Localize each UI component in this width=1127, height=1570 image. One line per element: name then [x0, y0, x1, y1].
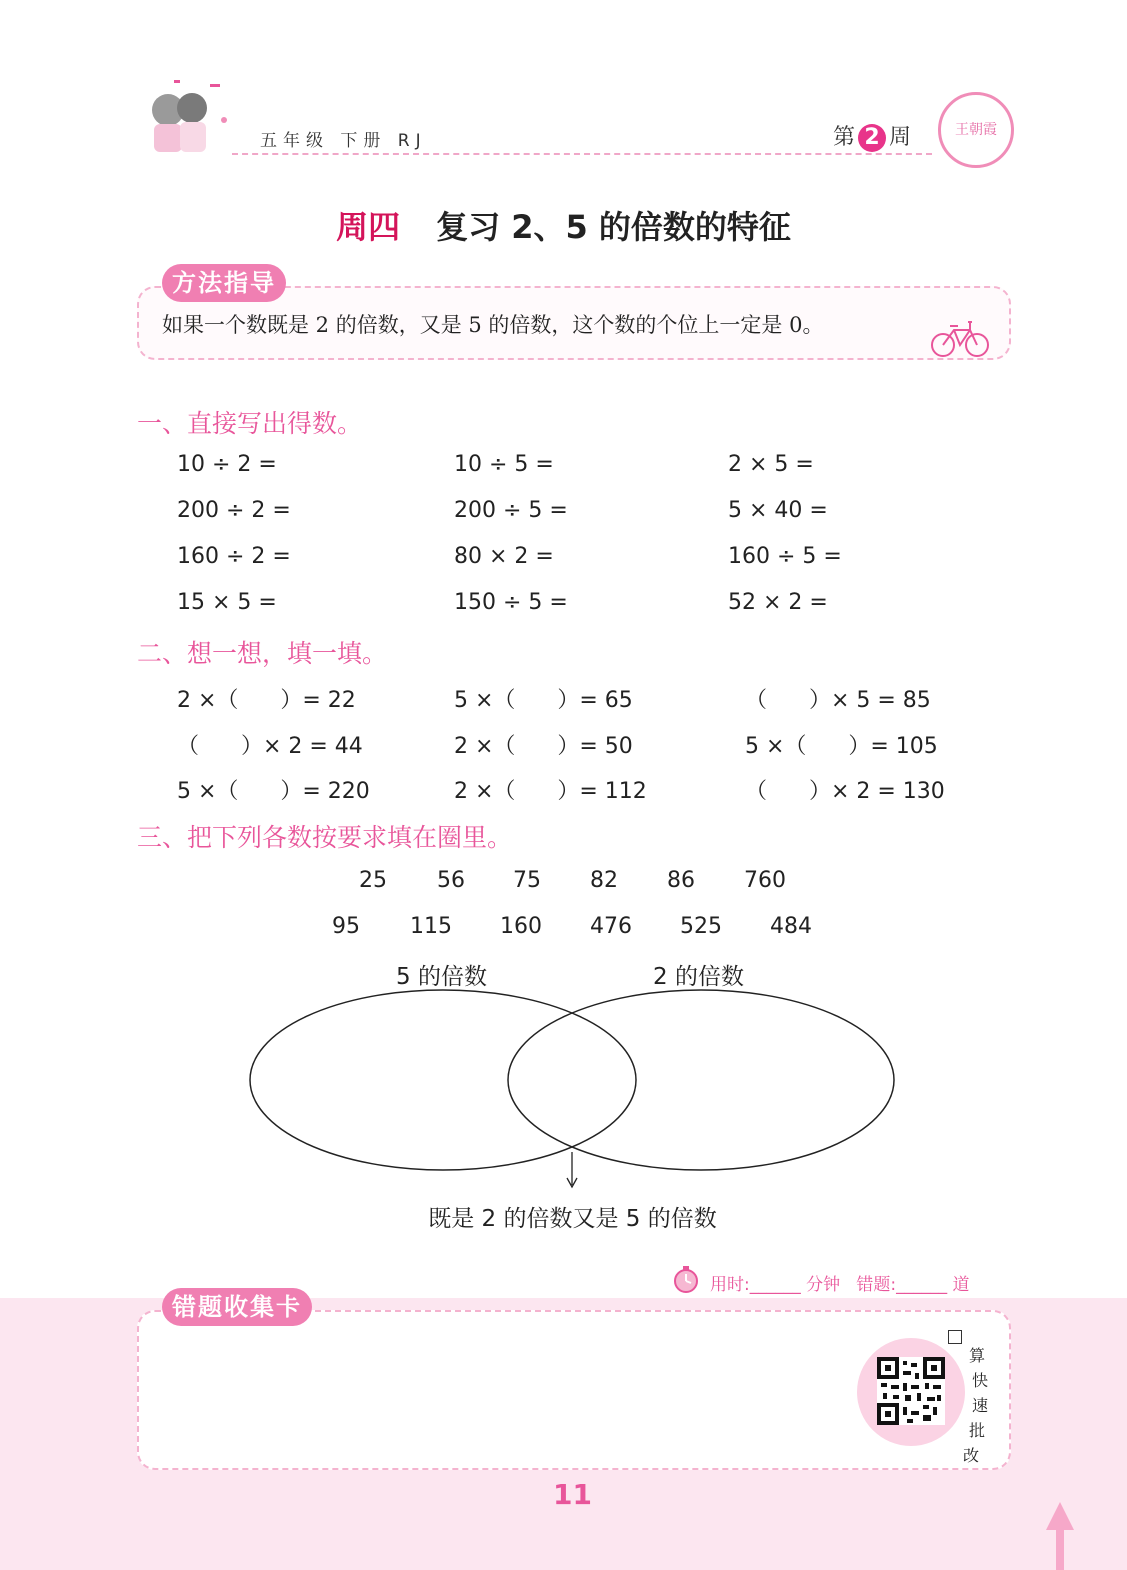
s1-r2-c1: 200 ÷ 2 = — [177, 498, 291, 523]
week-prefix: 第 — [833, 125, 856, 150]
venn-right-circle[interactable] — [508, 990, 894, 1170]
s1-r2-c3: 5 × 40 = — [728, 498, 828, 523]
method-guide-text: 如果一个数既是 2 的倍数，又是 5 的倍数，这个数的个位上一定是 0。 — [162, 313, 824, 337]
s2-r1-c3[interactable]: （ ）× 5 = 85 — [745, 688, 931, 713]
grade-label: 五年级 下册 RJ — [260, 131, 427, 151]
time-and-errors-line[interactable]: 用时:______ 分钟 错题:______ 道 — [710, 1275, 970, 1295]
error-collection-tag: 错题收集卡 — [162, 1288, 312, 1326]
s1-r3-c2: 80 × 2 = — [454, 544, 554, 569]
qr-code-icon[interactable] — [877, 1357, 945, 1425]
number-item: 25 — [359, 868, 387, 893]
week-number-badge: 2 — [858, 124, 886, 152]
venn-left-label: 5 的倍数 — [396, 964, 487, 990]
s1-r1-c3: 2 × 5 = — [728, 452, 814, 477]
s2-r1-c2[interactable]: 5 ×（ ）= 65 — [454, 688, 633, 713]
s2-r3-c1[interactable]: 5 ×（ ）= 220 — [177, 779, 370, 804]
qr-label-char: 快 — [971, 1371, 988, 1390]
s1-r4-c2: 150 ÷ 5 = — [454, 590, 568, 615]
venn-diagram — [240, 980, 905, 1190]
qr-label-char: 批 — [968, 1421, 985, 1440]
number-item: 484 — [770, 914, 812, 939]
week-indicator — [833, 120, 911, 152]
bicycle-icon — [930, 318, 990, 358]
s2-r3-c3[interactable]: （ ）× 2 = 130 — [745, 779, 945, 804]
section3-title: 三、把下列各数按要求填在圈里。 — [137, 823, 513, 852]
s2-r2-c1[interactable]: （ ）× 2 = 44 — [177, 734, 363, 759]
venn-left-circle[interactable] — [250, 990, 636, 1170]
number-item: 95 — [332, 914, 360, 939]
s1-r1-c2: 10 ÷ 5 = — [454, 452, 554, 477]
number-item: 82 — [590, 868, 618, 893]
venn-right-label: 2 的倍数 — [653, 964, 744, 990]
qr-label-char: 改 — [962, 1446, 979, 1465]
s2-r2-c2[interactable]: 2 ×（ ）= 50 — [454, 734, 633, 759]
author-stamp: 王朝霞 — [938, 92, 1014, 168]
method-guide-tag: 方法指导 — [162, 264, 286, 302]
s1-r1-c1: 10 ÷ 2 = — [177, 452, 277, 477]
s1-r4-c3: 52 × 2 = — [728, 590, 828, 615]
quick-grade-checkbox[interactable] — [948, 1330, 962, 1344]
s1-r3-c1: 160 ÷ 2 = — [177, 544, 291, 569]
s2-r2-c3[interactable]: 5 ×（ ）= 105 — [745, 734, 938, 759]
section2-title: 二、想一想，填一填。 — [137, 639, 388, 668]
number-item: 75 — [513, 868, 541, 893]
clock-icon — [672, 1264, 700, 1294]
arrow-up-decoration — [1040, 1500, 1080, 1570]
number-item: 760 — [744, 868, 786, 893]
number-item: 476 — [590, 914, 632, 939]
week-suffix: 周 — [889, 125, 912, 150]
number-item: 115 — [410, 914, 452, 939]
s2-r1-c1[interactable]: 2 ×（ ）= 22 — [177, 688, 356, 713]
section1-title: 一、直接写出得数。 — [137, 409, 363, 438]
title-topic: 复习 2、5 的倍数的特征 — [436, 208, 791, 246]
page-number: 11 — [553, 1478, 592, 1511]
qr-label-char: 速 — [971, 1396, 988, 1415]
number-item: 56 — [437, 868, 465, 893]
page-title — [0, 202, 1127, 248]
title-day: 周四 — [336, 208, 401, 246]
number-item: 160 — [500, 914, 542, 939]
kids-illustration — [140, 80, 235, 160]
quick-grade-label — [962, 1343, 992, 1468]
s1-r2-c2: 200 ÷ 5 = — [454, 498, 568, 523]
number-item: 525 — [680, 914, 722, 939]
venn-intersection-label: 既是 2 的倍数又是 5 的倍数 — [428, 1206, 717, 1232]
s1-r4-c1: 15 × 5 = — [177, 590, 277, 615]
s2-r3-c2[interactable]: 2 ×（ ）= 112 — [454, 779, 647, 804]
s1-r3-c3: 160 ÷ 5 = — [728, 544, 842, 569]
number-item: 86 — [667, 868, 695, 893]
header-divider — [232, 153, 932, 155]
qr-label-char: 算 — [968, 1346, 985, 1365]
